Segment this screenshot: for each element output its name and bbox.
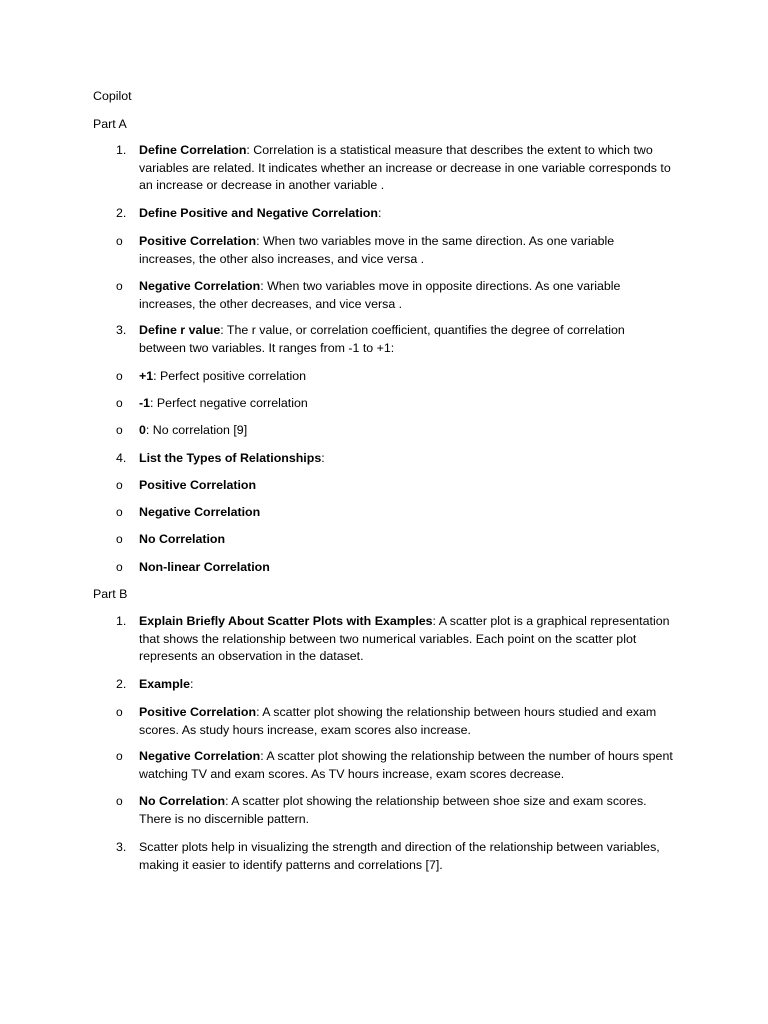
list-item-text	[139, 676, 674, 694]
description: :	[377, 206, 382, 220]
list-number: 1.	[116, 143, 127, 157]
list-number: 2.	[116, 677, 127, 691]
term: Negative Correlation	[139, 505, 261, 519]
part-a-heading: Part A	[93, 117, 127, 131]
list-item-text	[139, 450, 674, 468]
bullet-icon: o	[116, 794, 123, 808]
term: Negative Correlation	[139, 279, 261, 293]
term: No Correlation	[139, 532, 226, 546]
list-item-text	[139, 613, 674, 666]
list-item-text	[139, 477, 674, 495]
bullet-icon: o	[116, 505, 123, 519]
term: Negative Correlation	[139, 749, 261, 763]
bullet-icon: o	[116, 532, 123, 546]
term: -1	[139, 396, 151, 410]
description: Scatter plots help in visualizing the strength and direction of the relationship between variables, making it easier to identify patterns and correlations [7].	[139, 840, 660, 872]
bullet-icon: o	[116, 279, 123, 293]
term: Positive Correlation	[139, 234, 257, 248]
term: Non-linear Correlation	[139, 560, 270, 574]
list-number: 1.	[116, 614, 127, 628]
description: : Correlation is a statistical measure that describes the extent to which two variables are related. It indicates whether an increase or decrease in one variable corresponds to an increase or decrease in another variable .	[139, 143, 671, 192]
bullet-icon: o	[116, 705, 123, 719]
description: : When two variables move in opposite directions. As one variable increases, the other decreases, and vice versa .	[139, 279, 621, 311]
bullet-icon: o	[116, 396, 123, 410]
list-item-text	[139, 278, 674, 313]
list-number: 3.	[116, 323, 127, 337]
term: Example	[139, 677, 190, 691]
term: Define Correlation	[139, 143, 247, 157]
bullet-icon: o	[116, 560, 123, 574]
term: 0	[139, 423, 146, 437]
list-number: 3.	[116, 840, 127, 854]
term: Define r value	[139, 323, 221, 337]
list-item-text	[139, 704, 674, 739]
term: Positive Correlation	[139, 705, 257, 719]
list-item-text	[139, 205, 674, 223]
description: : A scatter plot is a graphical representation that shows the relationship between two numerical variables. Each point on the scatter plot represents an observation in the dataset.	[139, 614, 670, 663]
description: : A scatter plot showing the relationship between shoe size and exam scores. There is no discernible pattern.	[139, 794, 647, 826]
description: : A scatter plot showing the relationship between hours studied and exam scores. As study hours increase, exam scores also increase.	[139, 705, 657, 737]
description: : When two variables move in the same direction. As one variable increases, the other also increases, and vice versa .	[139, 234, 615, 266]
bullet-icon: o	[116, 369, 123, 383]
list-item-text	[139, 559, 674, 577]
part-b-heading: Part B	[93, 587, 128, 601]
list-item-text	[139, 322, 674, 357]
list-item-text	[139, 748, 674, 783]
description: : Perfect positive correlation	[153, 369, 307, 383]
list-item-text	[139, 395, 674, 413]
bullet-icon: o	[116, 478, 123, 492]
list-item-text	[139, 793, 674, 828]
list-item-text	[139, 839, 674, 874]
description: : No correlation [9]	[145, 423, 248, 437]
list-item-text	[139, 368, 674, 386]
list-item-text	[139, 142, 674, 195]
bullet-icon: o	[116, 423, 123, 437]
term: +1	[139, 369, 154, 383]
term: Explain Briefly About Scatter Plots with Examples	[139, 614, 433, 628]
description: :	[321, 451, 325, 465]
bullet-icon: o	[116, 234, 123, 248]
list-item-text	[139, 531, 674, 549]
description: : The r value, or correlation coefficient, quantifies the degree of correlation between two variables. It ranges from -1 to +1:	[139, 323, 625, 355]
list-number: 2.	[116, 206, 127, 220]
list-item-text	[139, 233, 674, 268]
description: : Perfect negative correlation	[150, 396, 308, 410]
list-number: 4.	[116, 451, 127, 465]
term: List the Types of Relationships	[139, 451, 322, 465]
description: : A scatter plot showing the relationship between the number of hours spent watching TV and exam scores. As TV hours increase, exam scores decrease.	[139, 749, 673, 781]
term: Positive Correlation	[139, 478, 257, 492]
bullet-icon: o	[116, 749, 123, 763]
term: No Correlation	[139, 794, 226, 808]
description: :	[189, 677, 194, 691]
doc-title: Copilot	[93, 89, 132, 103]
list-item-text	[139, 504, 674, 522]
list-item-text	[139, 422, 674, 440]
term: Define Positive and Negative Correlation	[139, 206, 378, 220]
